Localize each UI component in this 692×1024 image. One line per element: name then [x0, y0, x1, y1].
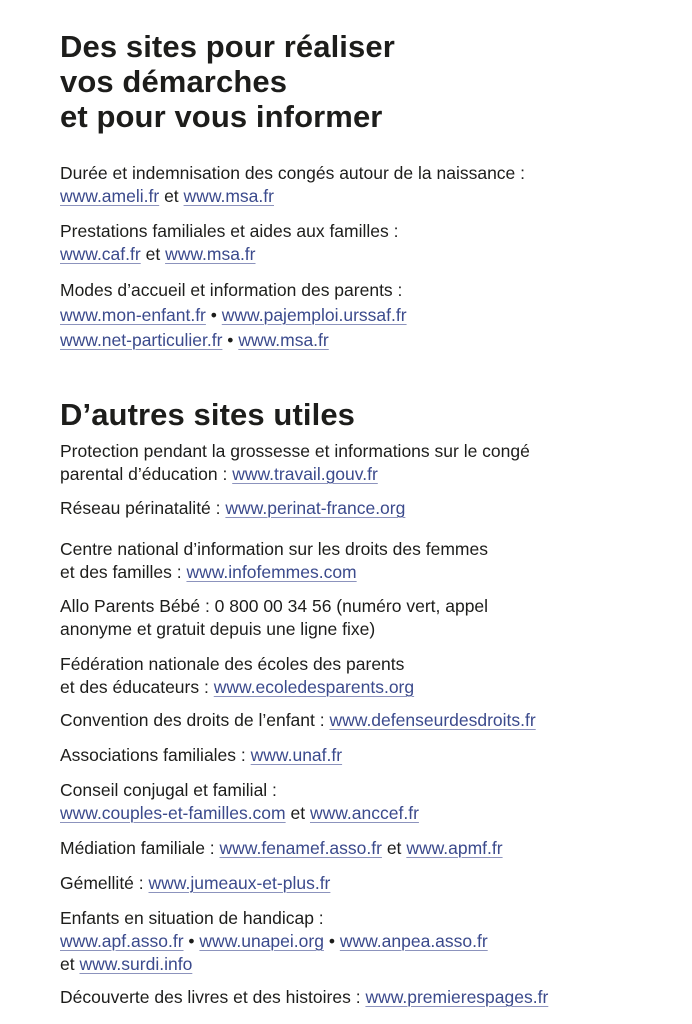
bullet-separator: • — [328, 931, 335, 951]
link-unapei[interactable]: www.unapei.org — [199, 931, 324, 951]
link-net-particulier[interactable]: www.net-particulier.fr — [60, 330, 223, 350]
link-surdi[interactable]: www.surdi.info — [79, 954, 193, 974]
link-travail[interactable]: www.travail.gouv.fr — [232, 464, 378, 484]
entry-associations-familiales — [60, 744, 342, 767]
entry-label: Durée et indemnisation des congés autour de la naissance : — [60, 163, 526, 183]
link-pajemploi[interactable]: www.pajemploi.urssaf.fr — [221, 305, 407, 325]
joiner: et — [386, 838, 402, 858]
entry-label: Conseil conjugal et familial : — [60, 780, 277, 800]
link-infofemmes[interactable]: www.infofemmes.com — [186, 562, 357, 582]
entry-label: et des éducateurs : — [60, 677, 209, 697]
link-apmf[interactable]: www.apmf.fr — [406, 838, 503, 858]
entry-label: et des familles : — [60, 562, 182, 582]
entry-livres-histoires — [60, 986, 548, 1009]
entry-protection-grossesse — [60, 440, 530, 486]
link-msa[interactable]: www.msa.fr — [183, 186, 274, 206]
entry-conseil-conjugal — [60, 779, 419, 825]
entry-label: Allo Parents Bébé : 0 800 00 34 56 (numéro vert, appel — [60, 596, 489, 616]
link-ameli[interactable]: www.ameli.fr — [60, 186, 160, 206]
entry-label: Protection pendant la grossesse et informations sur le congé — [60, 441, 530, 461]
joiner: et — [164, 186, 179, 206]
link-jumeaux-et-plus[interactable]: www.jumeaux-et-plus.fr — [148, 873, 331, 893]
link-anccef[interactable]: www.anccef.fr — [309, 803, 419, 823]
entry-handicap — [60, 907, 488, 976]
section-title-autres-sites: D’autres sites utiles — [60, 397, 355, 432]
entry-prestations — [60, 220, 398, 266]
entry-label: Réseau périnatalité : — [60, 498, 221, 518]
bullet-separator: • — [227, 330, 234, 350]
link-caf[interactable]: www.caf.fr — [60, 244, 141, 264]
entry-infofemmes — [60, 538, 488, 584]
link-perinat-france[interactable]: www.perinat-france.org — [225, 498, 406, 518]
link-ecoledesparents[interactable]: www.ecoledesparents.org — [213, 677, 415, 697]
entry-label: Médiation familiale : — [60, 838, 215, 858]
title-line: Des sites pour réaliser — [60, 29, 395, 64]
joiner: et — [290, 803, 306, 823]
link-mon-enfant[interactable]: www.mon-enfant.fr — [60, 305, 206, 325]
link-couples-et-familles[interactable]: www.couples-et-familles.com — [60, 803, 286, 823]
entry-ecoles-parents — [60, 653, 414, 699]
entry-label: Fédération nationale des écoles des parents — [60, 654, 405, 674]
link-unaf[interactable]: www.unaf.fr — [250, 745, 343, 765]
entry-label: Prestations familiales et aides aux familles : — [60, 221, 399, 241]
title-line: et pour vous informer — [60, 99, 383, 134]
joiner: et — [60, 954, 75, 974]
entry-modes-accueil — [60, 278, 407, 353]
entry-mediation-familiale — [60, 837, 503, 860]
link-apf[interactable]: www.apf.asso.fr — [60, 931, 184, 951]
entry-label: Enfants en situation de handicap : — [60, 908, 324, 928]
bullet-separator: • — [188, 931, 195, 951]
entry-label: Convention des droits de l’enfant : — [60, 710, 325, 730]
entry-label: Modes d’accueil et information des parents : — [60, 280, 403, 300]
link-msa[interactable]: www.msa.fr — [165, 244, 256, 264]
entry-label: Associations familiales : — [60, 745, 246, 765]
joiner: et — [145, 244, 161, 264]
bullet-separator: • — [210, 305, 217, 325]
link-defenseurdesdroits[interactable]: www.defenseurdesdroits.fr — [329, 710, 536, 730]
entry-droits-enfant — [60, 709, 536, 732]
entry-perinatalite — [60, 497, 405, 520]
link-msa[interactable]: www.msa.fr — [238, 330, 329, 350]
title-line: vos démarches — [60, 64, 288, 99]
link-anpea[interactable]: www.anpea.asso.fr — [339, 931, 488, 951]
entry-label: anonyme et gratuit depuis une ligne fixe) — [60, 619, 376, 639]
entry-label: Gémellité : — [60, 873, 144, 893]
entry-allo-parents-bebe — [60, 595, 488, 641]
link-premierespages[interactable]: www.premierespages.fr — [365, 987, 549, 1007]
entry-label: Découverte des livres et des histoires : — [60, 987, 361, 1007]
entry-gemellite — [60, 872, 330, 895]
entry-label: parental d’éducation : — [60, 464, 228, 484]
entry-conges — [60, 162, 525, 208]
section-title-demarches — [60, 29, 395, 134]
entry-label: Centre national d’information sur les droits des femmes — [60, 539, 488, 559]
link-fenamef[interactable]: www.fenamef.asso.fr — [219, 838, 382, 858]
